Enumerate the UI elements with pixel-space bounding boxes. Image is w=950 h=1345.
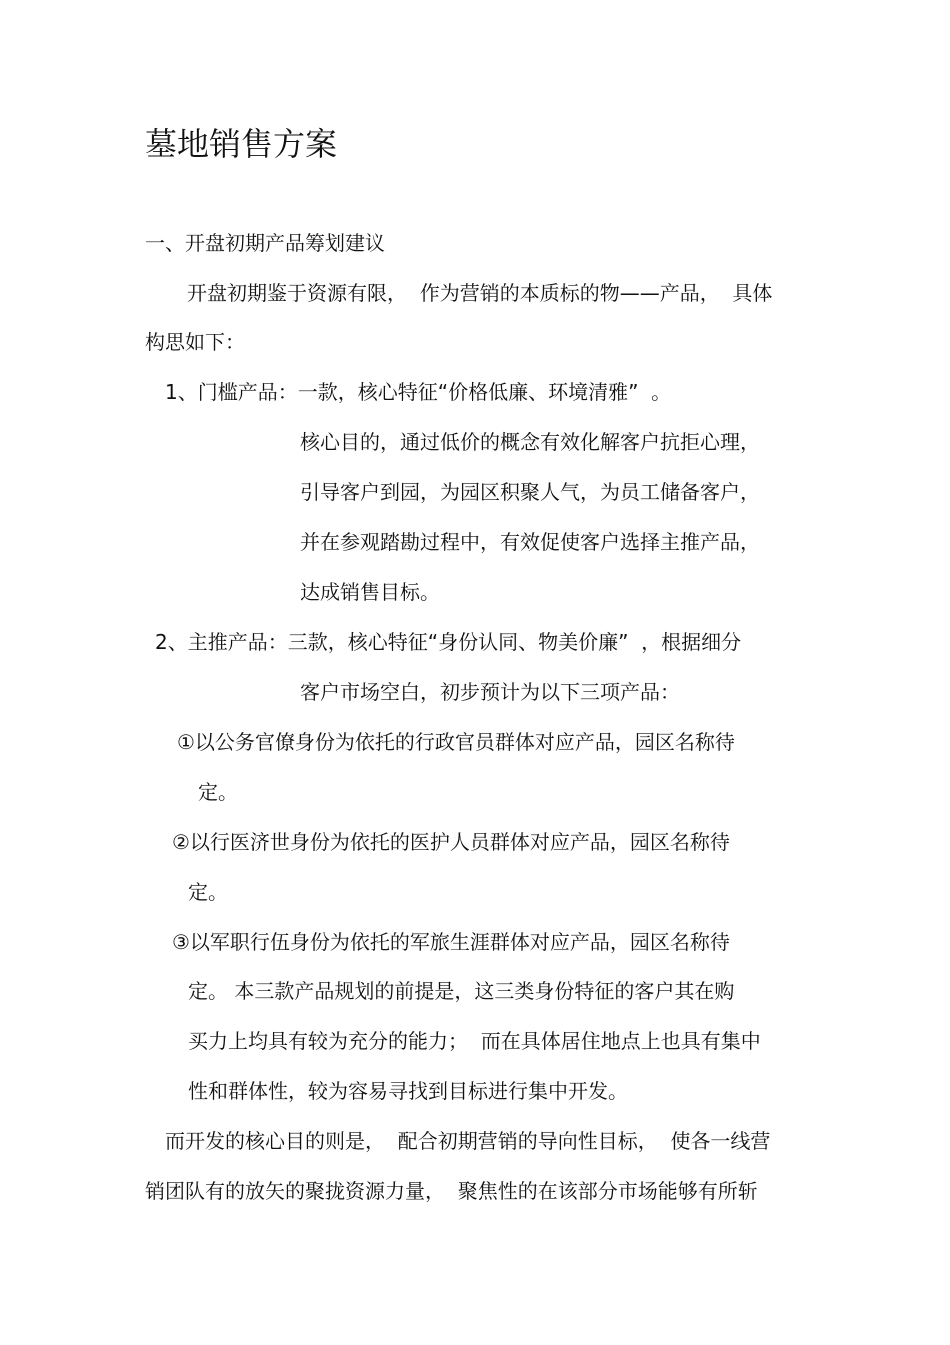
item1-line-3: 引导客户到园，为园区积聚人气，为员工储备客户， [300, 480, 760, 504]
sub3-line-4: 性和群体性，较为容易寻找到目标进行集中开发。 [188, 1079, 628, 1103]
sub2-line-2: 定。 [188, 880, 228, 904]
document-title: 墓地销售方案 [145, 125, 338, 163]
item2-line-2: 客户市场空白，初步预计为以下三项产品： [300, 680, 680, 704]
closing-line-1: 而开发的核心目的则是， 配合初期营销的导向性目标， 使各一线营 [165, 1129, 771, 1153]
closing-line-2: 销团队有的放矢的聚拢资源力量， 聚焦性的在该部分市场能够有所斩 [145, 1179, 758, 1203]
sub1-line-2: 定。 [198, 780, 238, 804]
intro-line-1: 开盘初期鉴于资源有限， 作为营销的本质标的物——产品， 具体 [187, 281, 773, 305]
sub1-line-1: ①以公务官僚身份为依托的行政官员群体对应产品，园区名称待 [177, 730, 735, 754]
section-heading: 一、开盘初期产品筹划建议 [145, 231, 385, 255]
intro-line-2: 构思如下： [145, 330, 245, 354]
sub3-line-2: 定。 本三款产品规划的前提是，这三类身份特征的客户其在购 [188, 979, 735, 1003]
item1-line-1: 1、门槛产品：一款，核心特征“价格低廉、环境清雅” 。 [165, 380, 672, 404]
item1-line-2: 核心目的，通过低价的概念有效化解客户抗拒心理， [300, 430, 760, 454]
sub3-line-3: 买力上均具有较为充分的能力； 而在具体居住地点上也具有集中 [188, 1029, 761, 1053]
item1-line-5: 达成销售目标。 [300, 580, 440, 604]
sub2-line-1: ②以行医济世身份为依托的医护人员群体对应产品，园区名称待 [172, 830, 730, 854]
item1-line-4: 并在参观踏勘过程中，有效促使客户选择主推产品， [300, 530, 760, 554]
sub3-line-1: ③以军职行伍身份为依托的军旅生涯群体对应产品，园区名称待 [172, 930, 730, 954]
item2-line-1: 2、主推产品：三款，核心特征“身份认同、物美价廉” ，根据细分 [155, 630, 742, 654]
